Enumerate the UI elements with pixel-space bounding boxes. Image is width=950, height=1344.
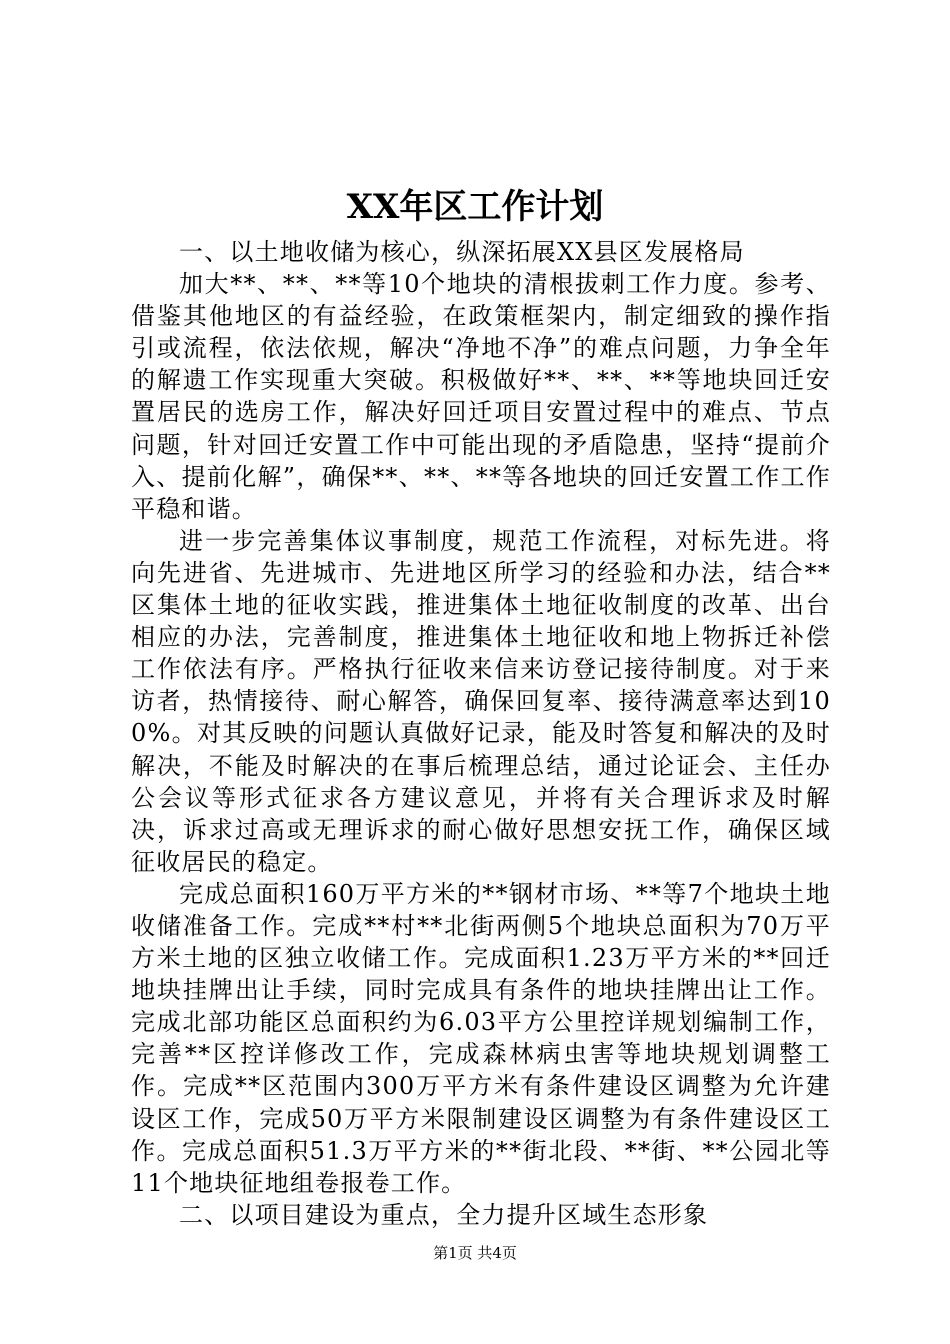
page-footer: 第1页 共4页 bbox=[433, 1244, 517, 1262]
document-title: XX年区工作计划 bbox=[346, 187, 604, 227]
section-heading-1: 一、以土地收储为核心，纵深拓展XX县区发展格局 bbox=[179, 238, 745, 266]
body-paragraph-2: 进一步完善集体议事制度，规范工作流程，对标先进。将向先进省、先进城市、先进地区所学习的经验和办法，结合**区集体土地的征收实践，推进集体土地征收制度的改革、出台相应的办法，完善制度，推进集体土地征收和地上物拆迁补偿工作依法有序。严格执行征收来信来访登记接待制度。对于来访者，热情接待、耐心解答，确保回复率、接待满意率达到100%。对其反映的问题认真做好记录，能及时答复和解决的及时解决，不能及时解决的在事后梳理总结，通过论证会、主任办公会议等形式征求各方建议意见，并将有关合理诉求及时解决，诉求过高或无理诉求的耐心做好思想安抚工作，确保区域征收居民的稳定。 bbox=[131, 526, 831, 876]
body-paragraph-1: 加大**、**、**等10个地块的清根拔刺工作力度。参考、借鉴其他地区的有益经验，在政策框架内，制定细致的操作指引或流程，依法依规，解决“净地不净”的难点问题，力争全年的解遗工作实现重大突破。积极做好**、**、**等地块回迁安置居民的选房工作，解决好回迁项目安置过程中的难点、节点问题，针对回迁安置工作中可能出现的矛盾隐患，坚持“提前介入、提前化解”，确保**、**、**等各地块的回迁安置工作工作平稳和谐。 bbox=[131, 270, 831, 523]
section-heading-2: 二、以项目建设为重点，全力提升区域生态形象 bbox=[179, 1200, 709, 1229]
document-body bbox=[131, 236, 831, 1231]
body-paragraph-3: 完成总面积160万平方米的**钢材市场、**等7个地块土地收储准备工作。完成**村**北街两侧5个地块总面积为70万平方米土地的区独立收储工作。完成面积1.23万平方米的**回迁地块挂牌出让手续，同时完成具有条件的地块挂牌出让工作。完成北部功能区总面积约为6.03平方公里控详规划编制工作，完善**区控详修改工作，完成森林病虫害等地块规划调整工作。完成**区范围内300万平方米有条件建设区调整为允许建设区工作，完成50万平方米限制建设区调整为有条件建设区工作。完成总面积51.3万平方米的**街北段、**街、**公园北等11个地块征地组卷报卷工作。 bbox=[131, 879, 831, 1197]
